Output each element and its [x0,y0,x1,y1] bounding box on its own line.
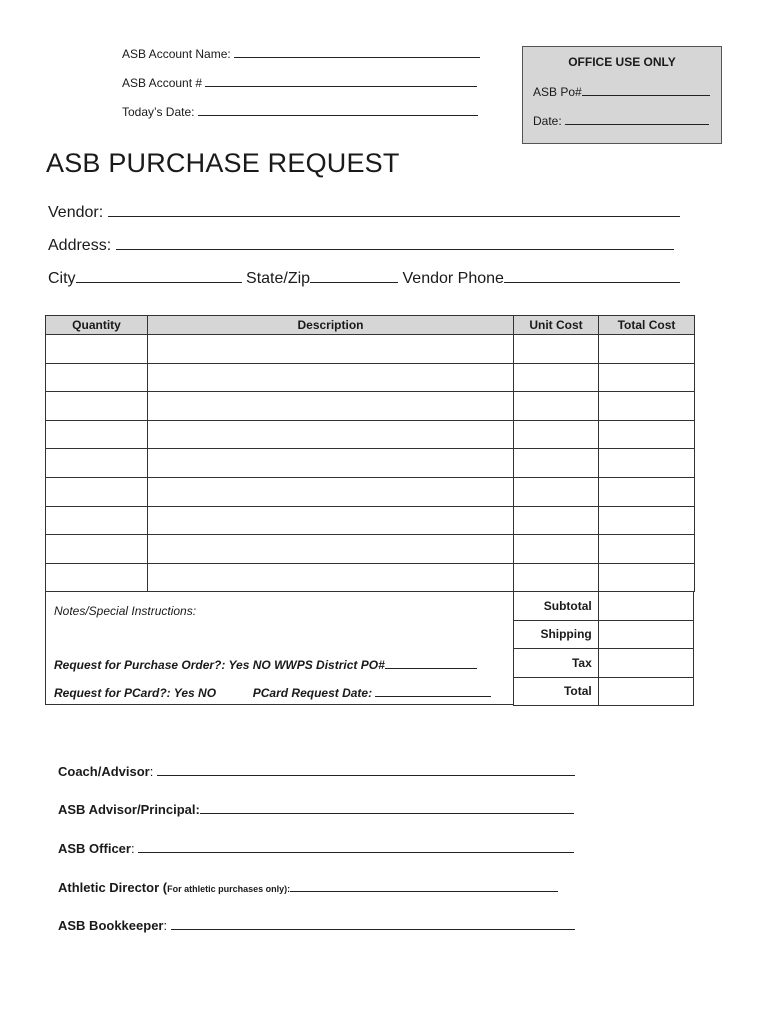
office-po-field[interactable] [582,83,710,96]
tax-row [514,649,694,678]
athletic-signature-line [58,879,558,895]
unit-cost-cell[interactable] [514,563,599,592]
quantity-cell[interactable] [46,506,148,535]
table-row [46,449,695,478]
pcard-date-label: PCard Request Date: [252,686,373,700]
bookkeeper-label: ASB Bookkeeper [58,918,164,933]
officer-signature-line [58,840,574,856]
officer-label: ASB Officer [58,841,131,856]
subtotal-row [514,592,694,621]
office-date-line [533,112,709,128]
page-title: ASB PURCHASE REQUEST [46,148,400,178]
total-cost-cell[interactable] [599,535,695,564]
office-po-label: ASB Po# [533,85,582,99]
athletic-note: For athletic purchases only): [167,884,291,894]
items-body [46,335,695,592]
header-quantity: Quantity [46,316,148,335]
principal-label: ASB Advisor/Principal: [58,802,200,817]
total-cost-cell[interactable] [599,392,695,421]
table-row [46,363,695,392]
unit-cost-cell[interactable] [514,420,599,449]
total-cost-cell[interactable] [599,477,695,506]
table-row [46,420,695,449]
quantity-cell[interactable] [46,363,148,392]
account-number-label: ASB Account # [122,76,203,90]
account-number-line [122,74,477,90]
description-cell[interactable] [148,420,514,449]
office-date-field[interactable] [565,112,709,125]
unit-cost-cell[interactable] [514,506,599,535]
quantity-cell[interactable] [46,335,148,364]
shipping-field[interactable] [598,620,693,649]
pcard-line [54,684,491,700]
description-cell[interactable] [148,563,514,592]
unit-cost-cell[interactable] [514,477,599,506]
total-label: Total [514,677,599,706]
table-header-row [46,316,695,335]
coach-field[interactable] [157,763,575,776]
description-cell[interactable] [148,392,514,421]
principal-signature-line [58,801,574,817]
quantity-cell[interactable] [46,392,148,421]
pcard-date-field[interactable] [375,684,491,697]
todays-date-field[interactable] [198,103,478,116]
address-line [48,234,674,255]
office-date-label: Date: [533,114,562,128]
bookkeeper-colon: : [163,918,168,933]
table-row [46,335,695,364]
total-cost-cell[interactable] [599,449,695,478]
account-number-field[interactable] [205,74,477,87]
quantity-cell[interactable] [46,420,148,449]
athletic-label: Athletic Director ( [58,880,168,895]
officer-colon: : [130,841,135,856]
notes-label: Notes/Special Instructions: [54,604,197,618]
purchase-order-line [54,656,477,672]
todays-date-line [122,103,478,119]
unit-cost-cell[interactable] [514,449,599,478]
subtotal-field[interactable] [598,592,693,621]
address-field[interactable] [116,234,674,250]
total-row [514,677,694,706]
description-cell[interactable] [148,506,514,535]
table-row [46,392,695,421]
office-po-line [533,83,710,99]
unit-cost-cell[interactable] [514,535,599,564]
state-zip-label: State/Zip [246,270,311,287]
vendor-phone-label: Vendor Phone [402,270,504,287]
coach-signature-line [58,763,575,779]
account-name-label: ASB Account Name: [122,47,231,61]
vendor-line [48,201,680,222]
table-row [46,477,695,506]
description-cell[interactable] [148,363,514,392]
vendor-label: Vendor: [48,204,104,221]
district-po-field[interactable] [385,656,477,669]
unit-cost-cell[interactable] [514,392,599,421]
coach-colon: : [149,764,154,779]
vendor-phone-field[interactable] [504,267,680,283]
total-cost-cell[interactable] [599,420,695,449]
notes-box[interactable] [45,591,514,705]
unit-cost-cell[interactable] [514,335,599,364]
description-cell[interactable] [148,335,514,364]
quantity-cell[interactable] [46,477,148,506]
subtotal-label: Subtotal [514,592,599,621]
table-row [46,535,695,564]
description-cell[interactable] [148,477,514,506]
coach-label: Coach/Advisor [58,764,150,779]
city-line [48,267,680,288]
bookkeeper-signature-line [58,917,575,933]
header-total-cost: Total Cost [599,316,695,335]
total-cost-cell[interactable] [599,335,695,364]
items-table [45,315,695,592]
city-label: City [48,270,76,287]
officer-field[interactable] [138,840,574,853]
description-cell[interactable] [148,535,514,564]
summary-section [45,591,694,705]
total-cost-cell[interactable] [599,363,695,392]
total-field[interactable] [598,677,693,706]
principal-field[interactable] [200,801,574,814]
account-name-line [122,45,480,61]
athletic-field[interactable] [290,879,558,892]
tax-label: Tax [514,649,599,678]
quantity-cell[interactable] [46,535,148,564]
tax-field[interactable] [598,649,693,678]
account-name-field[interactable] [234,45,480,58]
vendor-field[interactable] [108,201,680,217]
purchase-order-text: Request for Purchase Order?: Yes NO WWPS District PO# [54,658,385,672]
unit-cost-cell[interactable] [514,363,599,392]
bookkeeper-field[interactable] [171,917,575,930]
office-use-box [522,46,722,144]
state-zip-field[interactable] [310,267,398,283]
total-cost-cell[interactable] [599,563,695,592]
quantity-cell[interactable] [46,449,148,478]
table-row [46,506,695,535]
pcard-text: Request for PCard?: Yes NO [54,686,217,700]
address-label: Address: [48,237,112,254]
shipping-label: Shipping [514,620,599,649]
todays-date-label: Today’s Date: [122,105,195,119]
office-use-title: OFFICE USE ONLY [568,55,676,69]
quantity-cell[interactable] [46,563,148,592]
header-unit-cost: Unit Cost [514,316,599,335]
description-cell[interactable] [148,449,514,478]
total-cost-cell[interactable] [599,506,695,535]
totals-table [513,591,694,706]
header-description: Description [148,316,514,335]
table-row [46,563,695,592]
shipping-row [514,620,694,649]
city-field[interactable] [76,267,242,283]
